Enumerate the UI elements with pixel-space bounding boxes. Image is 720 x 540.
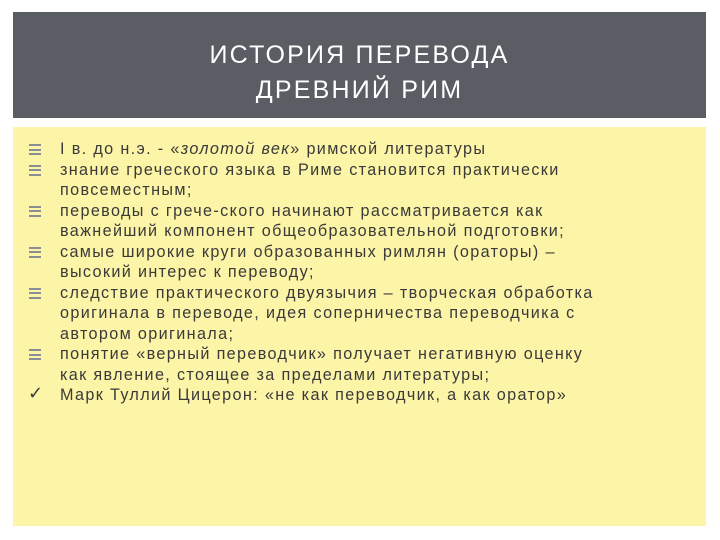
list-item [25,201,698,242]
bullet-text: повсеместным; [60,181,193,199]
slide-subtitle: ДРЕВНИЙ РИМ [255,76,464,104]
bullet-icon [29,206,41,217]
bullet-text: I в. до н.э. - « [60,140,181,158]
bullet-text: знание греческого языка в Риме становится практически [60,160,560,179]
bullet-icon [29,144,41,155]
bullet-text: » римской литературы [290,140,487,158]
slide-title: ИСТОРИЯ ПЕРЕВОДА [209,41,510,69]
bullet-text: понятие «верный переводчик» получает негативную оценку [60,345,584,363]
bullet-text: как явление, стоящее за пределами литературы; [60,365,491,384]
bullet-icon [29,247,41,258]
bullet-emphasis: золотой век [180,140,291,158]
list-item [25,139,698,160]
quote-text: Марк Туллий Цицерон: «не как переводчик, а как оратор» [60,386,568,404]
bullet-text: высокий интерес к переводу; [60,263,315,281]
check-icon: ✓ [28,383,44,404]
bullet-text: автором оригинала; [60,324,235,343]
content-box [13,127,706,526]
bullet-text: переводы с грече-ского начинают рассматривается как [60,201,544,220]
list-item-quote [25,385,698,406]
bullet-icon [29,288,41,299]
list-item [25,344,698,385]
bullet-text: самые широкие круги образованных римлян (ораторы) – [60,242,556,261]
bullet-icon [29,165,41,176]
list-item [25,160,698,201]
list-item [25,283,698,345]
bullet-list [25,139,698,406]
bullet-text: оригинала в переводе, идея соперничества переводчика с [60,304,576,322]
title-bar [13,12,706,118]
list-item [25,242,698,283]
bullet-text: важнейший компонент общеобразовательной подготовки; [60,222,565,240]
bullet-icon [29,349,41,360]
bullet-text: следствие практического двуязычия – творческая обработка [60,283,594,302]
